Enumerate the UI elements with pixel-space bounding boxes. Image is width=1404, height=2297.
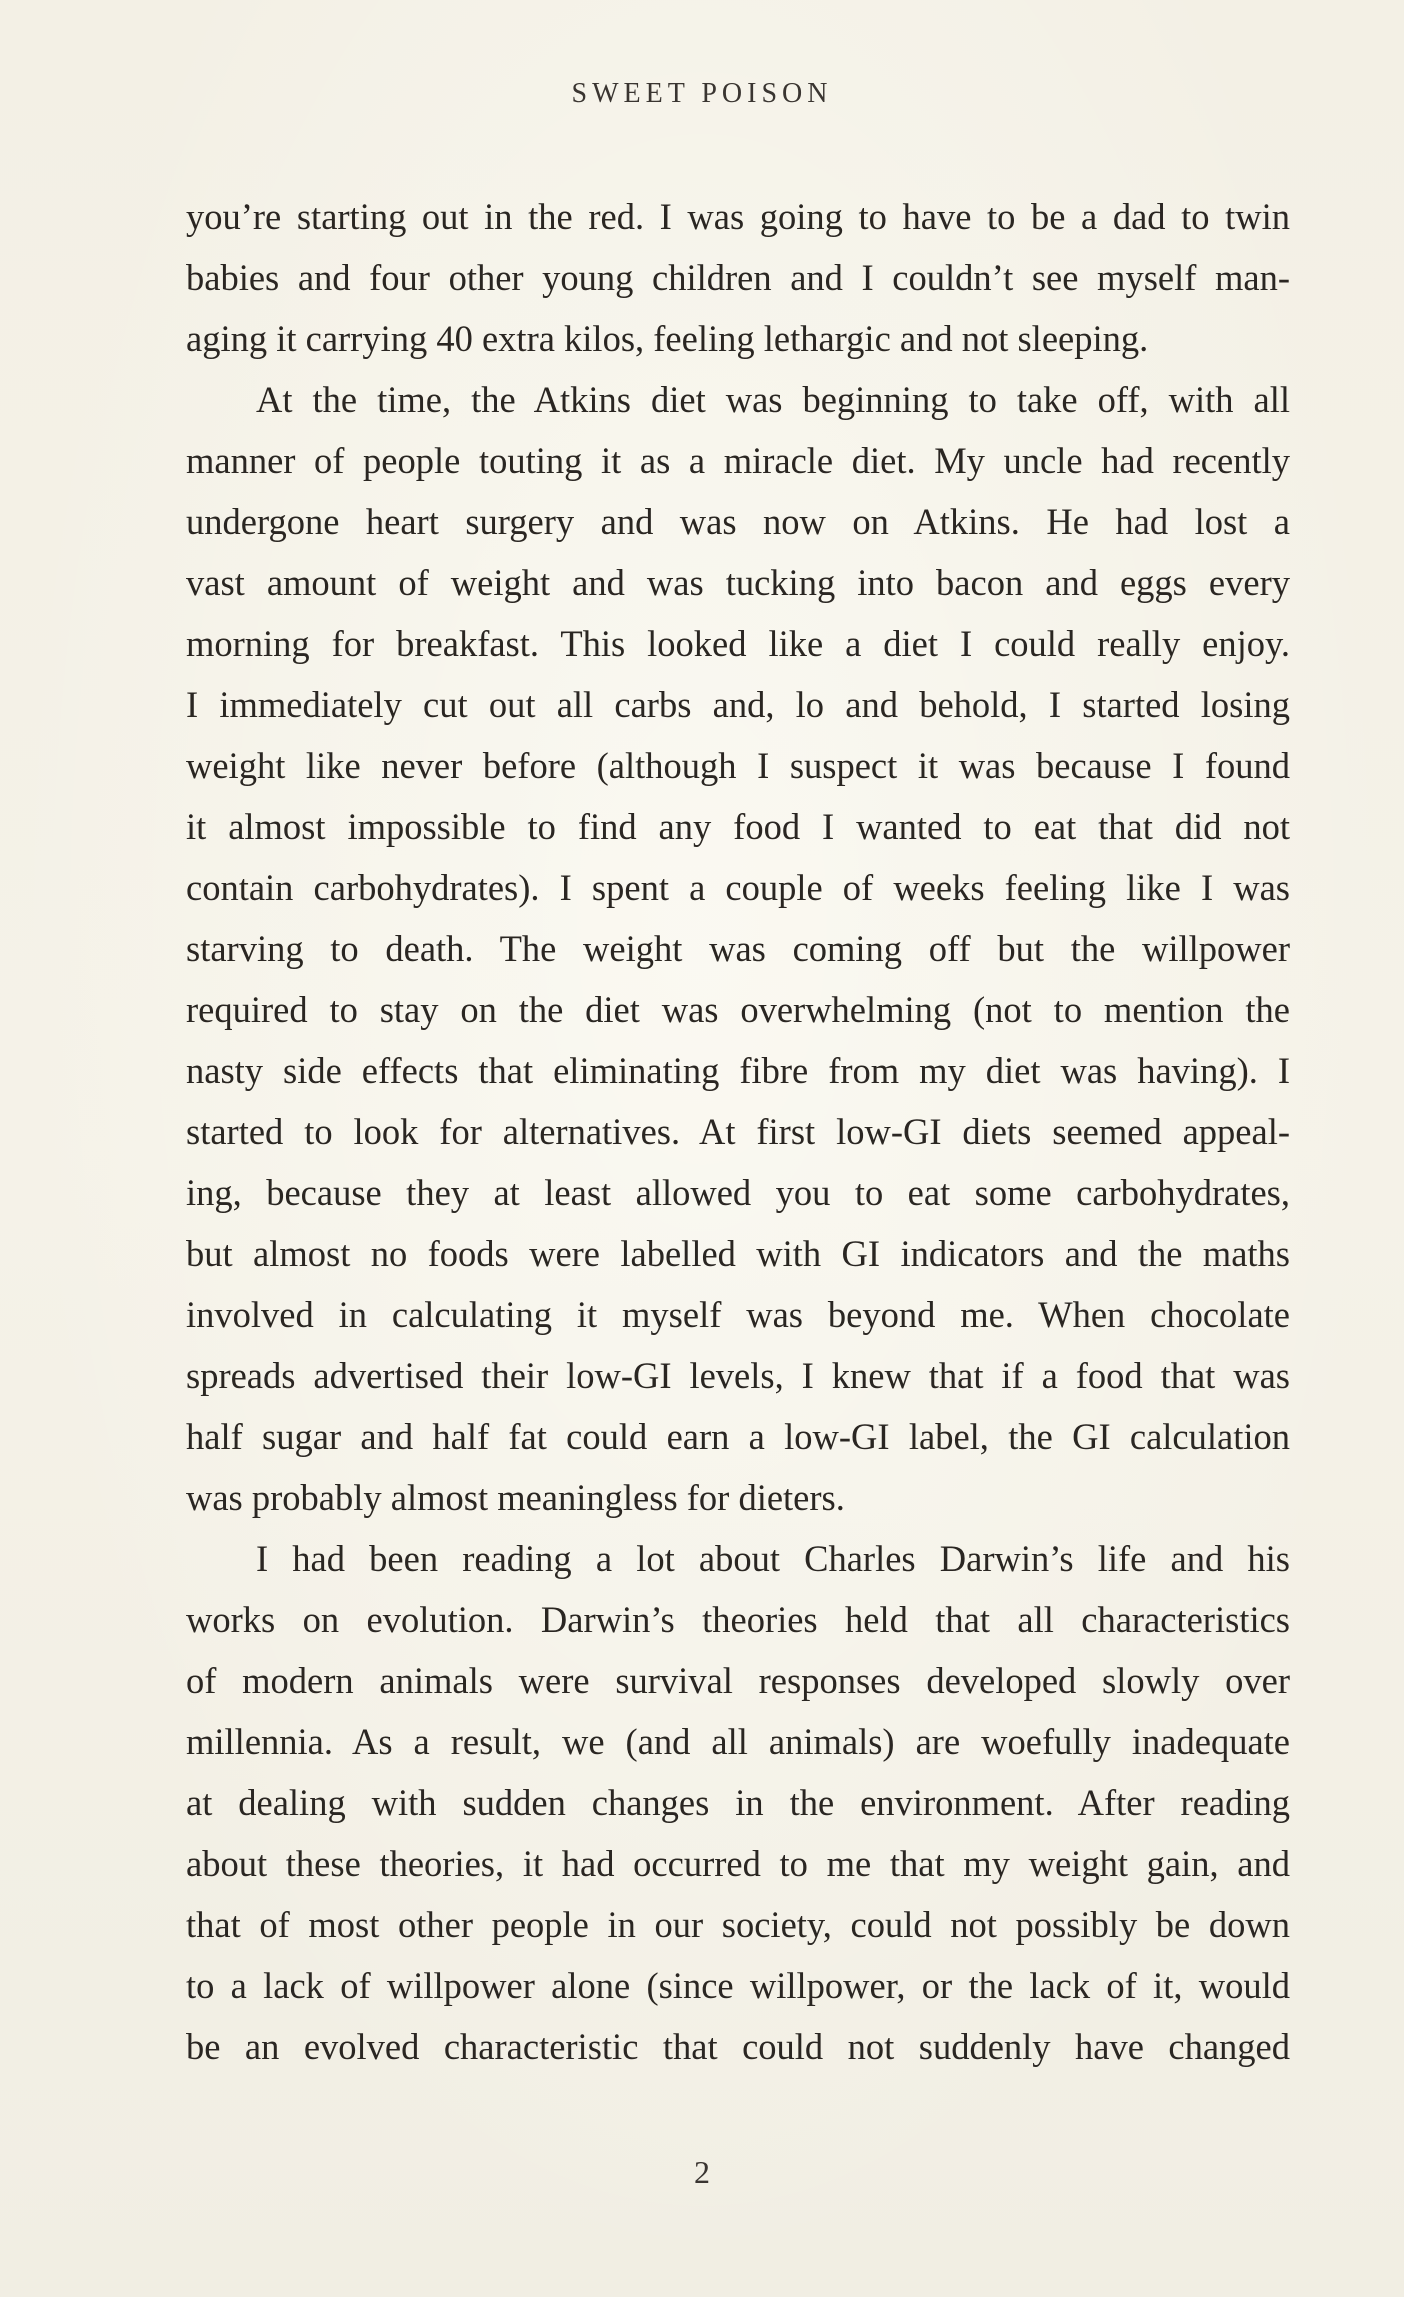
page-number: 2 (694, 2154, 710, 2190)
text-line: you’re starting out in the red. I was going to have to be a dad to twin (186, 196, 1290, 237)
text-line: I had been reading a lot about Charles Darwin’s life and his (256, 1538, 1290, 1579)
text-line: half sugar and half fat could earn a low-GI label, the GI calculation (186, 1416, 1290, 1457)
text-line: contain carbohydrates). I spent a couple of weeks feeling like I was (186, 867, 1290, 908)
text-line: it almost impossible to find any food I wanted to eat that did not (186, 806, 1290, 847)
paragraph (186, 1528, 1290, 2077)
text-line: At the time, the Atkins diet was beginning to take off, with all (256, 379, 1290, 420)
text-line: undergone heart surgery and was now on Atkins. He had lost a (186, 501, 1290, 542)
text-line: but almost no foods were labelled with GI indicators and the maths (186, 1233, 1290, 1274)
text-line: manner of people touting it as a miracle diet. My uncle had recently (186, 440, 1290, 481)
text-line: aging it carrying 40 extra kilos, feeling lethargic and not sleeping. (186, 318, 1149, 359)
text-line: babies and four other young children and I couldn’t see myself man- (186, 257, 1290, 298)
text-line: of modern animals were survival responses developed slowly over (186, 1660, 1290, 1701)
text-line: ing, because they at least allowed you to eat some carbohydrates, (186, 1172, 1290, 1213)
text-line: I immediately cut out all carbs and, lo and behold, I started losing (186, 684, 1290, 725)
text-line: spreads advertised their low-GI levels, I knew that if a food that was (186, 1355, 1290, 1396)
running-title: SWEET POISON (571, 78, 833, 109)
text-line: about these theories, it had occurred to me that my weight gain, and (186, 1843, 1290, 1884)
text-line: vast amount of weight and was tucking into bacon and eggs every (186, 562, 1290, 603)
text-line: was probably almost meaningless for dieters. (186, 1477, 845, 1518)
text-line: be an evolved characteristic that could not suddenly have changed (186, 2026, 1290, 2067)
body-text (186, 186, 1290, 2077)
text-line: works on evolution. Darwin’s theories held that all characteristics (186, 1599, 1290, 1640)
text-line: to a lack of willpower alone (since willpower, or the lack of it, would (186, 1965, 1290, 2006)
text-line: millennia. As a result, we (and all animals) are woefully inadequate (186, 1721, 1290, 1762)
text-line: that of most other people in our society, could not possibly be down (186, 1904, 1290, 1945)
paragraph (186, 186, 1290, 369)
text-line: at dealing with sudden changes in the environment. After reading (186, 1782, 1290, 1823)
text-line: nasty side effects that eliminating fibre from my diet was having). I (186, 1050, 1290, 1091)
text-line: involved in calculating it myself was beyond me. When chocolate (186, 1294, 1290, 1335)
paragraph (186, 369, 1290, 1528)
text-line: started to look for alternatives. At first low-GI diets seemed appeal- (186, 1111, 1290, 1152)
text-line: starving to death. The weight was coming off but the willpower (186, 928, 1290, 969)
text-line: weight like never before (although I suspect it was because I found (186, 745, 1290, 786)
text-line: required to stay on the diet was overwhelming (not to mention the (186, 989, 1290, 1030)
text-line: morning for breakfast. This looked like a diet I could really enjoy. (186, 623, 1290, 664)
